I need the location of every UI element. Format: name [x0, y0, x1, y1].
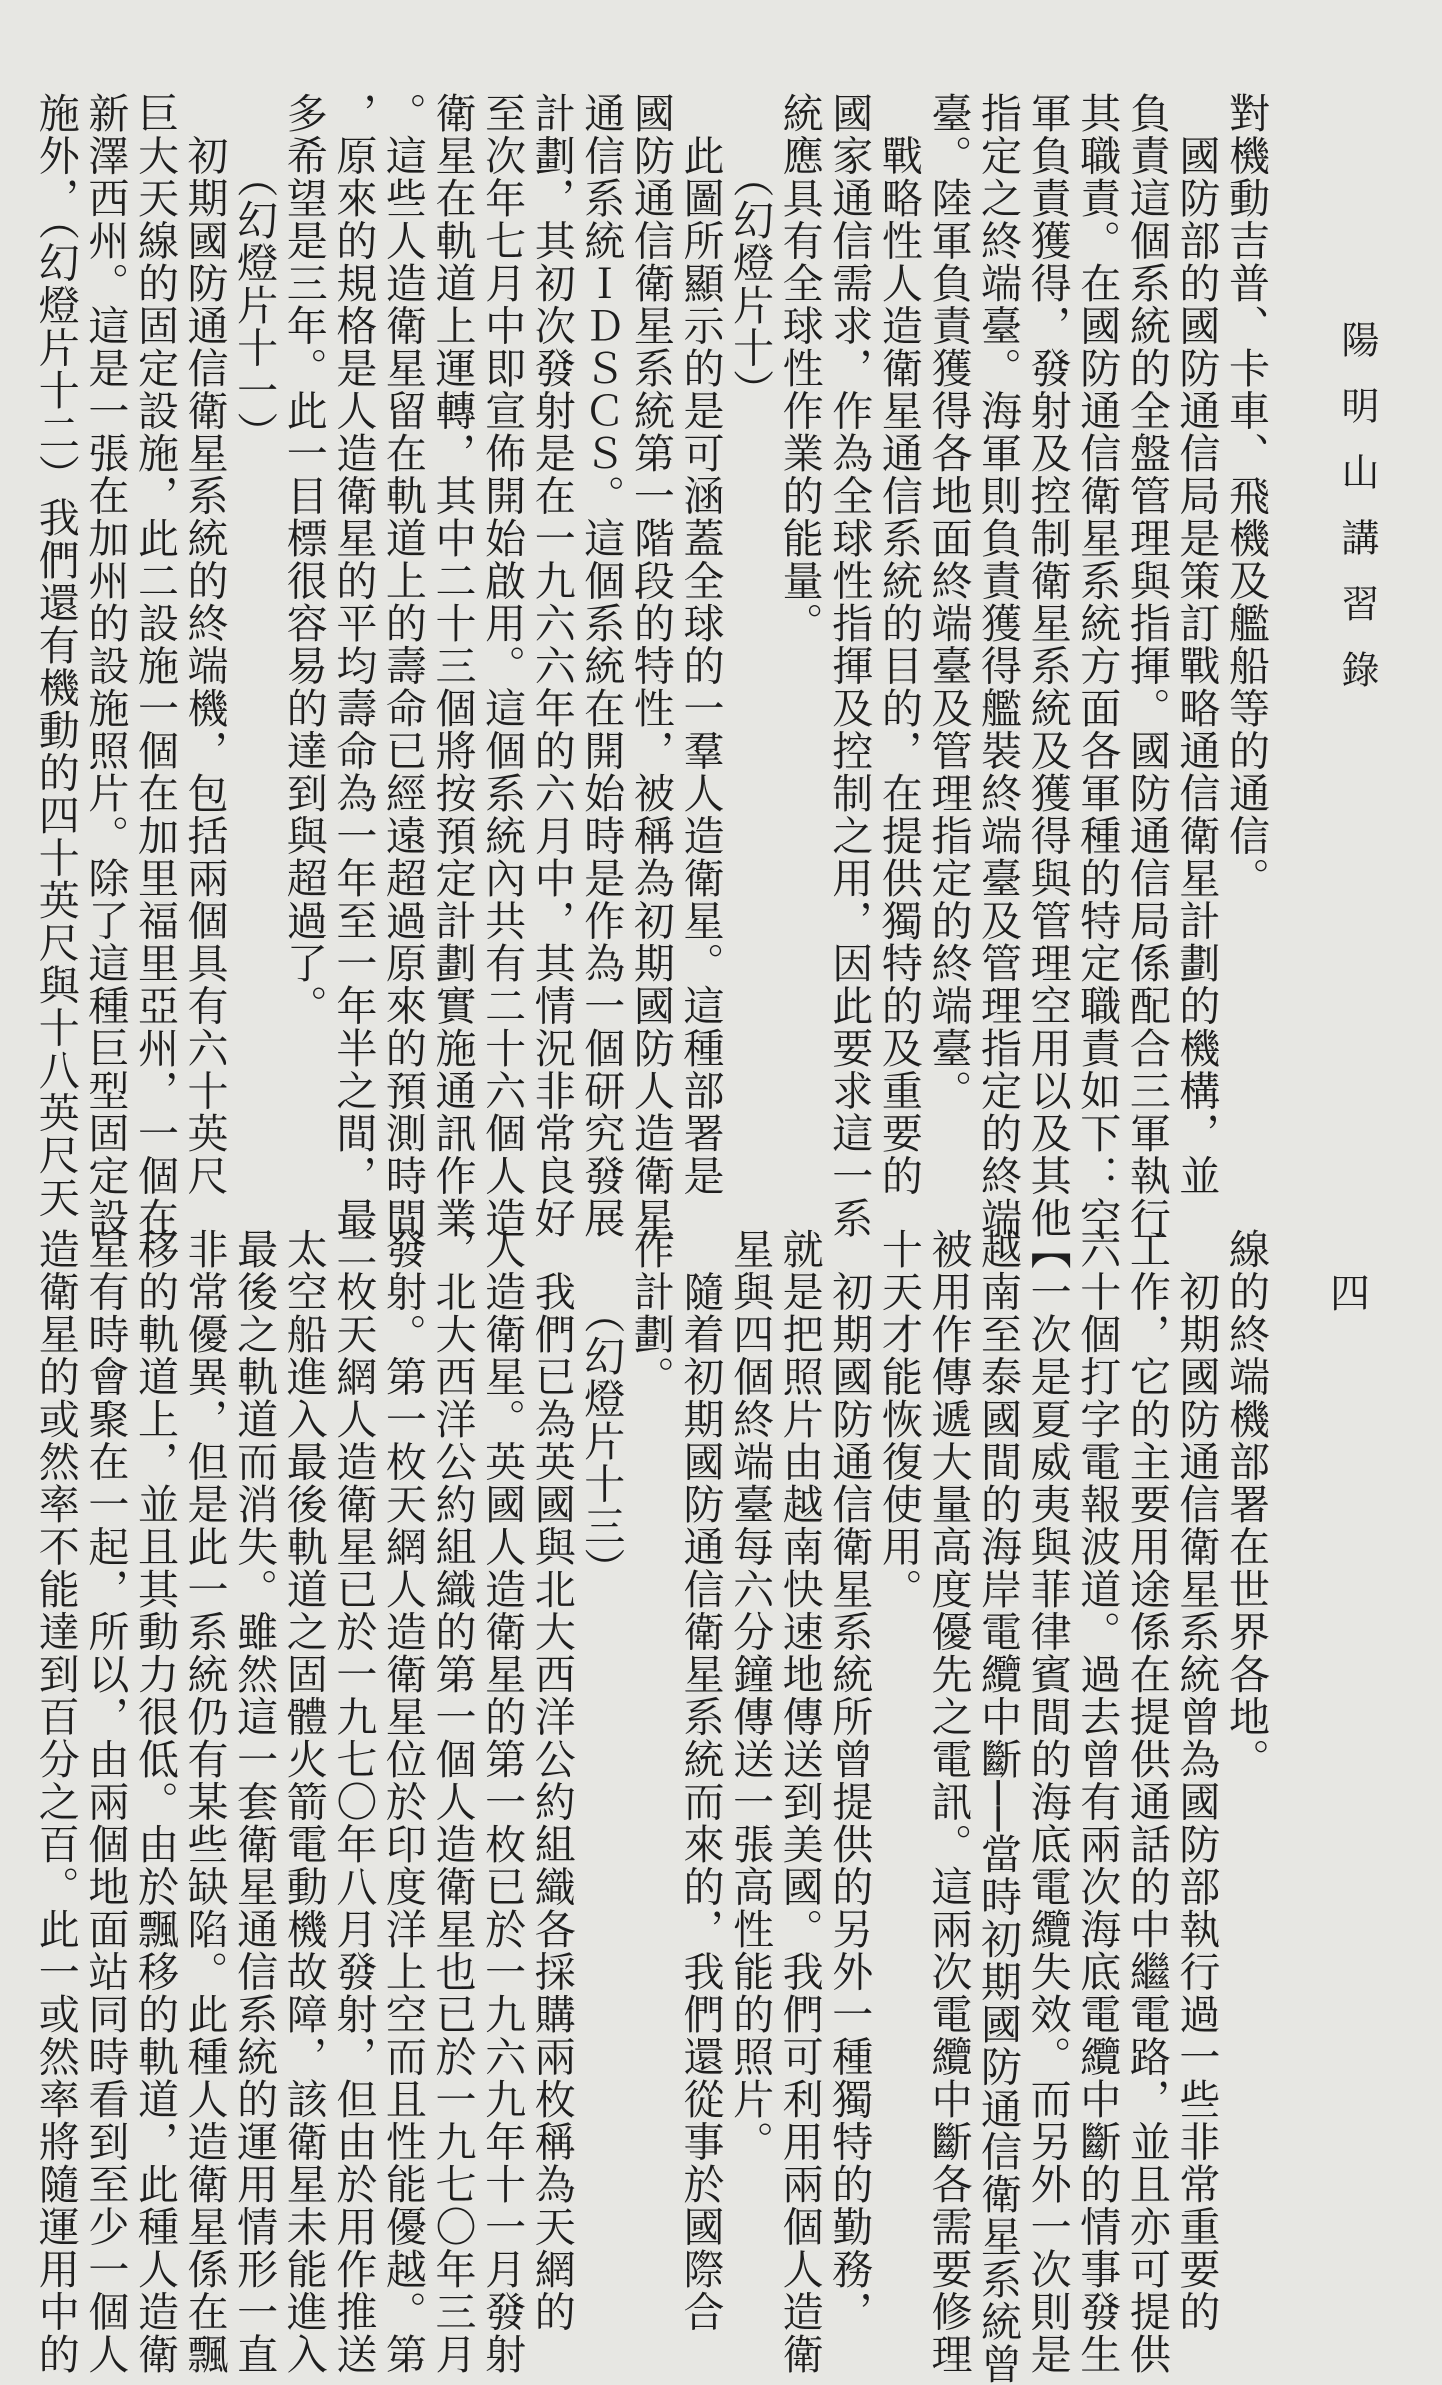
text-column: 隨着初期國防通信衛星系統而來的，我們還從事於國際合: [676, 1228, 725, 2333]
text-column: 人造衛星。英國人造衛星的第一枚已於一九六九年十一月發射: [478, 1228, 527, 2376]
text-column: ，原來的規格是人造衛星的平均壽命為一年至一年半之間，最: [329, 92, 378, 1240]
text-column: 越南至泰國間的海岸電纜中斷──當時初期國防通信衛星系統曾: [974, 1228, 1023, 2385]
text-column: 軍負責獲得，發射及控制衛星系統及獲得與管理空用以及其他: [1023, 92, 1072, 1240]
text-column: （幻燈片十一）: [230, 92, 279, 454]
text-column: 作計劃。: [626, 1228, 675, 1398]
text-column: 造衛星的或然率不能達到百分之百。此一或然率將隨運用中的: [31, 1228, 80, 2376]
text-column: 計劃，其初次發射是在一九六六年的六月中，其情況非常良好: [527, 92, 576, 1240]
text-column: 初期國防通信衛星系統所曾提供的另外一種獨特的勤務，: [825, 1228, 874, 2333]
text-column: 就是把照片由越南快速地傳送到美國。我們可利用兩個人造衛: [775, 1228, 824, 2376]
text-column: 通信系統ＩＤＳＣＳ。這個系統在開始時是作為一個研究發展: [577, 92, 626, 1240]
text-column: 工作，它的主要用途係在提供通話的中繼電路，並且亦可提供: [1122, 1228, 1171, 2376]
text-column: 國家通信需求，作為全球性指揮及控制之用，因此要求這一系: [825, 92, 874, 1240]
text-column: 線的終端機部署在世界各地。: [1222, 1228, 1270, 1781]
upper-text-block: [30, 92, 1270, 1240]
text-column: （幻燈片十三）: [577, 1228, 626, 1590]
text-column: 發射。第一枚天網人造衛星位於印度洋上空而且性能優越。第: [378, 1228, 427, 2376]
text-column: 最後之軌道而消失。雖然這一套衛星通信系統的運用情形一直: [230, 1228, 279, 2376]
text-column: 太空船進入最後軌道之固體火箭電動機故障，該衛星未能進入: [279, 1228, 328, 2376]
text-column: （幻燈片十）: [726, 92, 775, 412]
text-column: 星與四個終端臺每六分鐘傳送一張高性能的照片。: [726, 1228, 775, 2163]
text-column: 非常優異，但是此一系統仍有某些缺陷。此種人造衛星係在飄: [180, 1228, 229, 2376]
text-column: 初期國防通信衛星系統曾為國防部執行過一些非常重要的: [1172, 1228, 1221, 2333]
text-column: 對機動吉普、卡車、飛機及艦船等的通信。: [1222, 92, 1270, 900]
text-column: 國防部的國防通信局是策訂戰略通信衛星計劃的機構，並: [1172, 92, 1221, 1197]
text-column: 此圖所顯示的是可涵蓋全球的一羣人造衛星。這種部署是: [676, 92, 725, 1197]
text-column: 負責這個系統的全盤管理與指揮。國防通信局係配合三軍執行: [1122, 92, 1171, 1240]
text-column: 其職責。在國防通信衛星系統方面各軍種的特定職責如下：空: [1073, 92, 1122, 1240]
page-number: 四: [1330, 1271, 1370, 1317]
text-column: ，北大西洋公約組織的第一個人造衛星也已於一九七〇年三月: [428, 1228, 477, 2376]
text-column: 施外，（幻燈片十二）我們還有機動的四十英尺與十八英尺天: [31, 92, 80, 1219]
text-column: 戰略性人造衛星通信系統的目的，在提供獨特的及重要的: [874, 92, 923, 1197]
text-column: 初期國防通信衛星系統的終端機，包括兩個具有六十英尺: [180, 92, 229, 1197]
text-column: 【一次是夏威夷與菲律賓間的海底電纜失效。而另外一次則是: [1023, 1228, 1072, 2376]
text-column: 星有時會聚在一起，所以，由兩個地面站同時看到至少一個人: [81, 1228, 130, 2376]
text-column: 二枚天網人造衛星已於一九七〇年八月發射，但由於用作推送: [329, 1228, 378, 2376]
text-column: 巨大天線的固定設施，此二設施一個在加里福里亞州，一個在: [130, 92, 179, 1240]
text-column: 衛星在軌道上運轉，其中二十三個將按預定計劃實施通訊作業: [428, 92, 477, 1240]
running-title: 陽明山講習錄: [1335, 320, 1379, 716]
text-column: 。這些人造衛星留在軌道上的壽命已經遠超過原來的預測時間: [378, 92, 427, 1240]
text-column: 新澤西州。這是一張在加州的設施照片。除了這種巨型固定設: [81, 92, 130, 1240]
text-column: 國防通信衛星系統第一階段的特性，被稱為初期國防人造衛星: [626, 92, 675, 1240]
text-column: 多希望是三年。此一目標很容易的達到與超過了。: [279, 92, 328, 1027]
text-column: 至次年七月中即宣佈開始啟用。這個系統內共有二十六個人造: [478, 92, 527, 1240]
text-column: 臺。陸軍負責獲得各地面終端臺及管理指定的終端臺。: [924, 92, 973, 1112]
text-column: 我們已為英國與北大西洋公約組織各採購兩枚稱為天網的: [527, 1228, 576, 2333]
text-column: 移的軌道上，並且其動力很低。由於飄移的軌道，此種人造衛: [130, 1228, 179, 2376]
text-column: 六十個打字電報波道。過去曾有兩次海底電纜中斷的情事發生: [1073, 1228, 1122, 2376]
text-column: 統應具有全球性作業的能量。: [775, 92, 824, 645]
text-column: 指定之終端臺。海軍則負責獲得艦裝終端臺及管理指定的終端: [974, 92, 1023, 1240]
lower-text-block: [30, 1228, 1270, 2385]
text-column: 被用作傳遞大量高度優先之電訊。這兩次電纜中斷各需要修理: [924, 1228, 973, 2376]
text-column: 十天才能恢復使用。: [874, 1228, 923, 1611]
